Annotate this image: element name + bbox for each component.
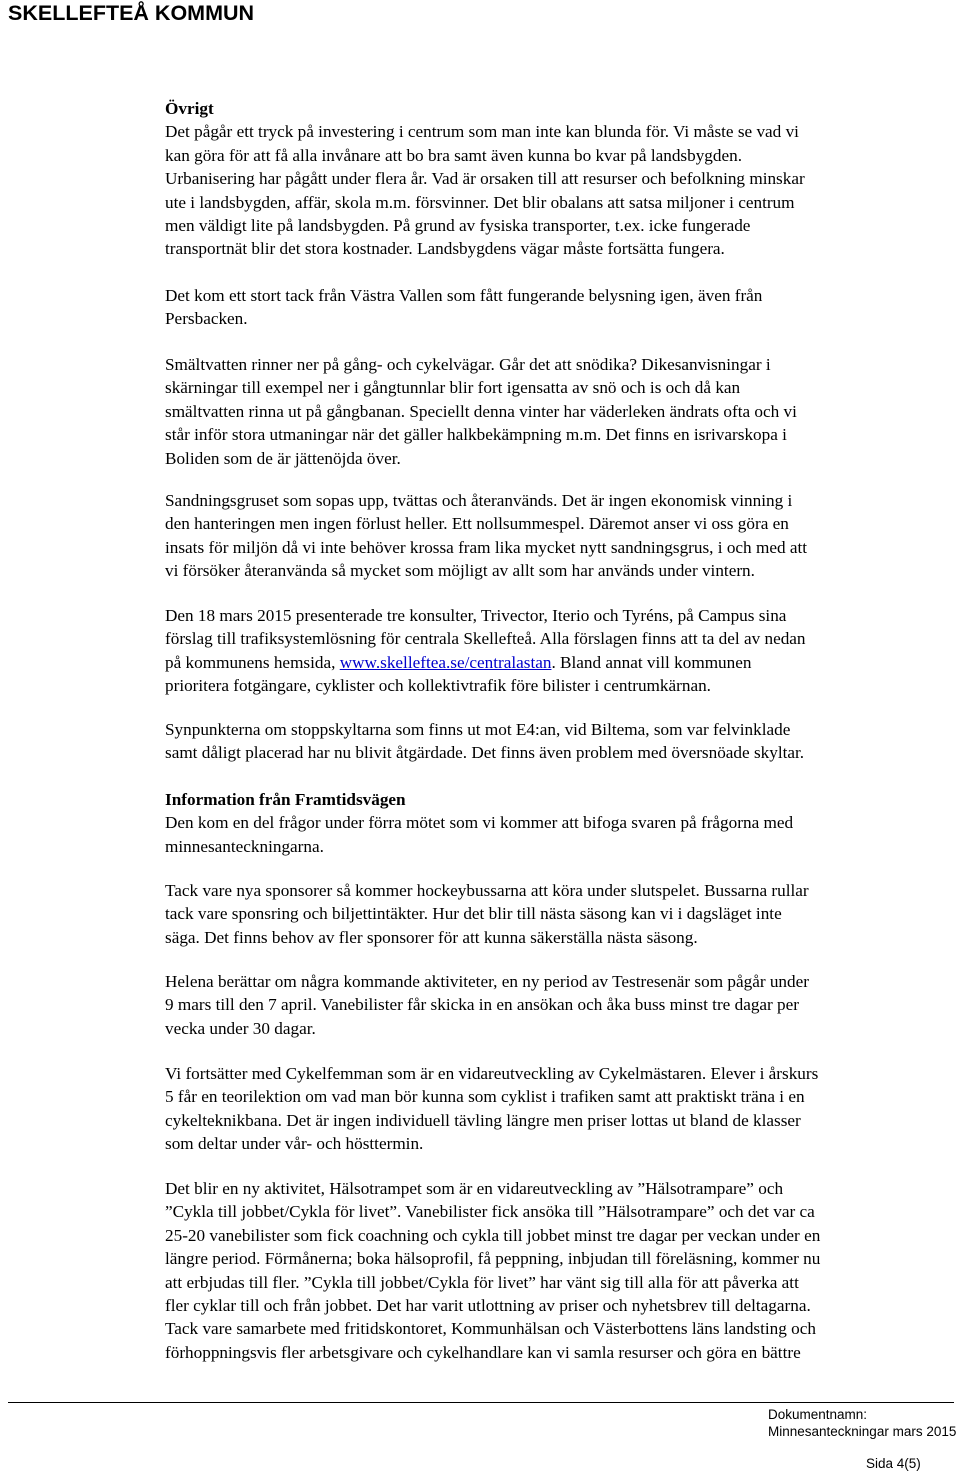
text-line: insats för miljön då vi inte behöver krossa fram lika mycket nytt sandningsgrus, i och med att (165, 537, 808, 557)
paragraph (165, 811, 793, 858)
paragraph (165, 970, 809, 1040)
paragraph (165, 1177, 820, 1364)
paragraph (165, 489, 807, 583)
text-line: Den 18 mars 2015 presenterade tre konsulter, Trivector, Iterio och Tyréns, på Campus sina (165, 606, 787, 625)
text-line: Helena berättar om några kommande aktiviteter, en ny period av Testresenär som pågår under (165, 972, 809, 991)
text-line: Smältvatten rinner ner på gång- och cykelvägar. Går det att snödika? Dikesanvisningar i (165, 355, 771, 374)
text-line: cykelteknikbana. Det är ingen individuell tävling längre men priser lottas ut bland de klasser (165, 1110, 801, 1130)
paragraph (165, 1062, 818, 1156)
text-line: Vi fortsätter med Cykelfemman som är en vidareutveckling av Cykelmästaren. Elever i årskurs (165, 1064, 819, 1083)
paragraph (165, 718, 804, 765)
text-fragment: . Bland annat vill kommunen (551, 652, 752, 672)
text-line: tack vare sponsring och biljettintäkter. Hur det blir till nästa säsong kan vi i dagsläget inte (165, 904, 782, 924)
text-line: Tack vare samarbete med fritidskontoret, Kommunhälsan och Västerbottens läns landsting och (165, 1319, 816, 1339)
text-line: Det pågår ett tryck på investering i centrum som man inte kan blunda för. Vi måste se vad vi (165, 122, 799, 142)
text-line: vi försöker återanvända så mycket som möjligt av allt som har används under vintern. (165, 561, 755, 581)
centralastan-link[interactable]: www.skelleftea.se/centralastan (339, 652, 552, 672)
text-line: ”Cykla till jobbet/Cykla för livet”. Vanebilister fick ansöka till ”Hälsotrampare” och det var ca (165, 1202, 815, 1222)
text-line: Den kom en del frågor under förra mötet som vi kommer att bifoga svaren på frågorna med (165, 813, 794, 833)
text-line: som deltar under vår- och hösttermin. (165, 1134, 424, 1154)
text-line: förhoppningsvis fler arbetsgivare och cykelhandlare kan vi samla resurser och göra en bättre (165, 1342, 801, 1362)
section-heading: Övrigt (165, 99, 214, 118)
text-line: Persbacken. (165, 309, 248, 329)
text-line: Boliden som de är jättenöjda över. (165, 448, 401, 468)
text-line: längre period. Förmånerna; boka hälsoprofil, få peppning, inbjudan till föreläsning, kommer nu (165, 1249, 821, 1269)
text-line: att erbjudas till fler. ”Cykla till jobbet/Cykla för livet” har vänt sig till alla för att påverka att (165, 1272, 799, 1292)
text-line: den hanteringen men ingen förlust heller. Ett nollsummespel. Däremot anser vi oss göra en (165, 514, 789, 534)
text-line: förslag till trafiksystemlösning för centrala Skellefteå. Alla förslagen finns att ta del av nedan (165, 629, 806, 649)
document-name: Minnesanteckningar mars 2015 (768, 1424, 957, 1439)
text-line: prioritera fotgängare, cyklister och kollektivtrafik före bilister i centrumkärnan. (165, 676, 711, 696)
section-framtidsvagen (165, 788, 793, 858)
text-line: Det blir en ny aktivitet, Hälsotrampet som är en vidareutveckling av ”Hälsotrampare” och (165, 1179, 784, 1198)
text-line: Tack vare nya sponsorer så kommer hockeybussarna att köra under slutspelet. Bussarna rullar (165, 881, 809, 900)
page-header (0, 0, 960, 30)
paragraph (165, 284, 762, 331)
footer-divider (8, 1402, 954, 1403)
paragraph (165, 120, 805, 260)
text-line: säga. Det finns behov av fler sponsorer för att kunna säkerställa nästa säsong. (165, 927, 698, 947)
text-line: ute i landsbygden, affär, skola m.m. försvinner. Det blir obalans att satsa miljoner i centrum (165, 192, 795, 212)
text-line: skärningar till exempel ner i gångtunnlar blir fort igensatta av snö och is och då kan (165, 378, 741, 398)
text-line: minnesanteckningarna. (165, 836, 324, 856)
organization-name: SKELLEFTEÅ KOMMUN (8, 1, 255, 25)
text-line: smältvatten rinna ut på gångbanan. Speciellt denna vinter har väderleken ändrats ofta och vi (165, 401, 797, 421)
text-line: men väldigt lite på landsbygden. På grund av fysiska transporter, t.ex. icke fungerade (165, 216, 751, 236)
text-fragment: på kommunens hemsida, (165, 652, 340, 672)
page-number: Sida 4(5) (866, 1456, 921, 1471)
paragraph (165, 604, 806, 698)
text-line: Urbanisering har pågått under flera år. Vad är orsaken till att resurser och befolkning minskar (165, 169, 805, 189)
text-line: fler cyklar till och från jobbet. Det har varit utlottning av priser och nyhetsbrev till deltagarna. (165, 1296, 811, 1316)
paragraph (165, 353, 797, 470)
text-line: Sandningsgruset som sopas upp, tvättas och återanvänds. Det är ingen ekonomisk vinning i (165, 491, 793, 510)
paragraph (165, 879, 809, 949)
document-name-label: Dokumentnamn: (768, 1407, 868, 1422)
text-line: kan göra för att få alla invånare att bo bra samt även kunna bo kvar på landsbygden. (165, 145, 742, 165)
text-line: står inför stora utmaningar när det gäller halkbekämpning m.m. Det finns en isrivarskopa i (165, 425, 787, 445)
text-line: vecka under 30 dagar. (165, 1018, 316, 1038)
text-line: Det kom ett stort tack från Västra Vallen som fått fungerande belysning igen, även från (165, 286, 763, 305)
text-line (165, 651, 806, 674)
text-line: samt dåligt placerad har nu blivit åtgärdade. Det finns även problem med översnöade skyltar. (165, 743, 805, 763)
footer-document-info (768, 1406, 956, 1440)
text-line: 5 får en teorilektion om vad man bör kunna som cyklist i trafiken samt att praktiskt träna i en (165, 1087, 805, 1107)
text-line: 25-20 vanebilister som fick coachning och cykla till jobbet minst tre dagar per veckan under en (165, 1225, 821, 1245)
text-line: transportnät blir det stora kostnader. Landsbygdens vägar måste fortsätta fungera. (165, 239, 725, 259)
section-heading: Information från Framtidsvägen (165, 790, 406, 809)
text-line: Synpunkterna om stoppskyltarna som finns ut mot E4:an, vid Biltema, som var felvinklade (165, 720, 791, 739)
text-line: 9 mars till den 7 april. Vanebilister får skicka in en ansökan och åka buss minst tre dagar per (165, 995, 800, 1015)
section-ovrigt (165, 97, 805, 261)
